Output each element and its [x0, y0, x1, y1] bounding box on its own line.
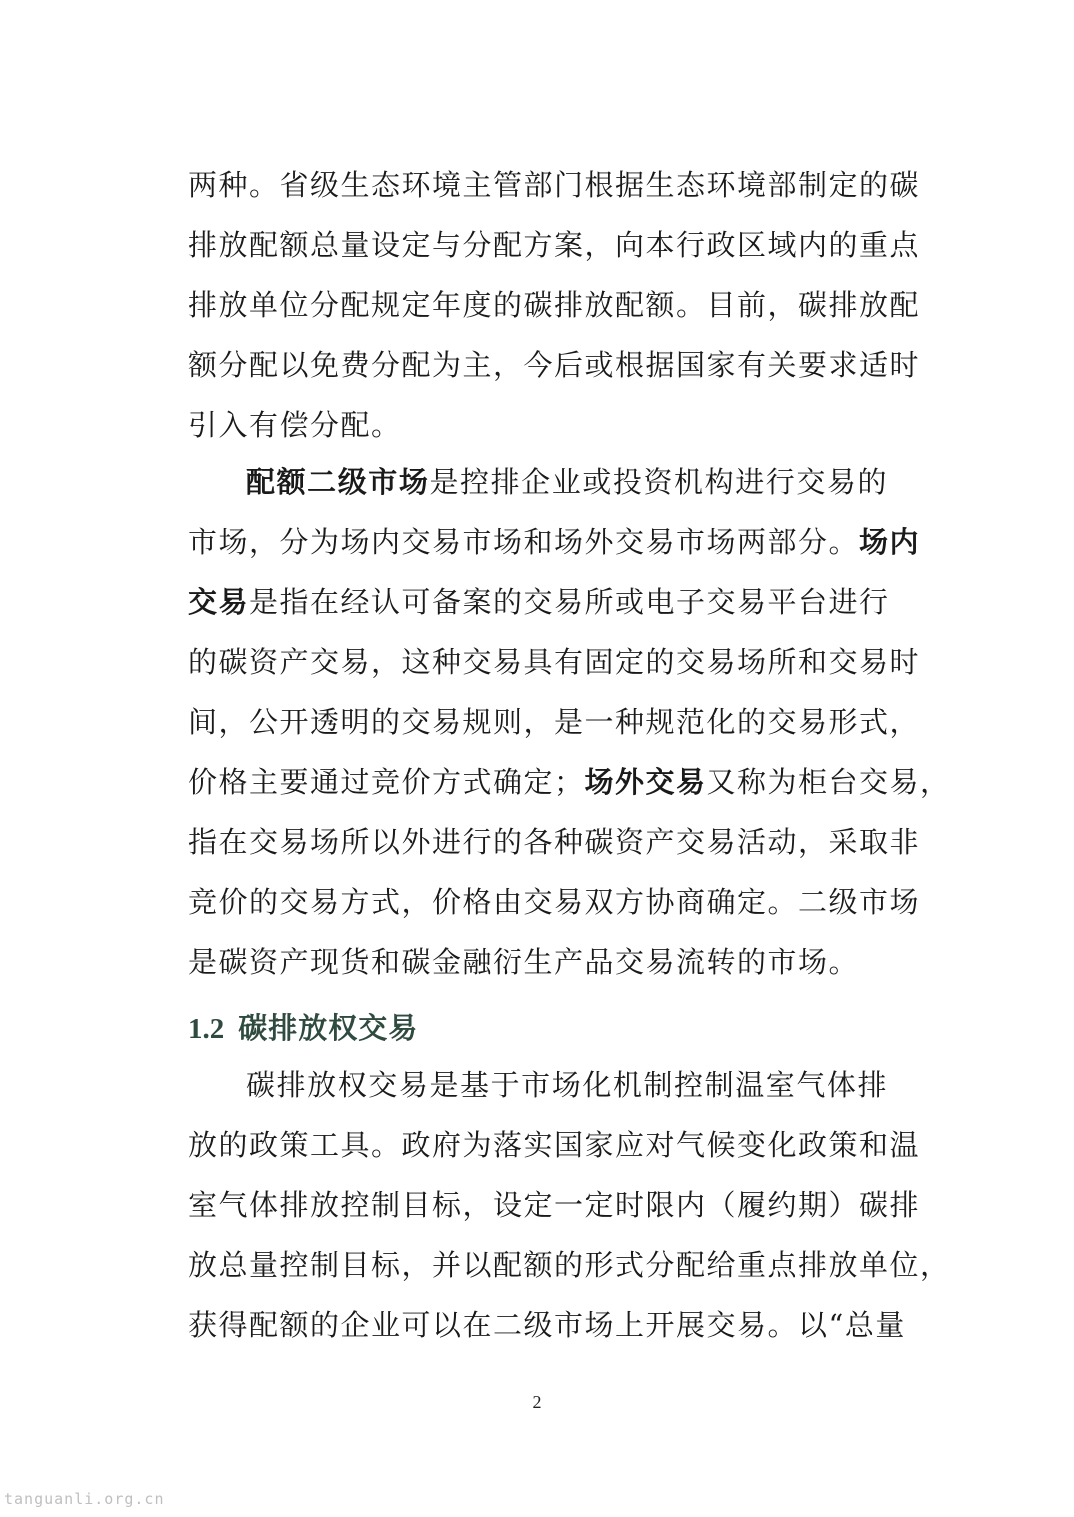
text-line: 间，公开透明的交易规则，是一种规范化的交易形式， [188, 705, 921, 739]
text-line: 排放单位分配规定年度的碳排放配额。目前，碳排放配 [188, 288, 921, 322]
section-title: 碳排放权交易 [238, 1011, 419, 1045]
text-line [188, 752, 951, 812]
line-text: 市场，分为场内交易市场和场外交易市场两部分。 [188, 525, 860, 559]
watermark: tanguanli.org.cn [4, 1490, 165, 1508]
text-line: 碳排放权交易是基于市场化机制控制温室气体排 [246, 1068, 888, 1102]
text-line: 引入有偿分配。 [188, 408, 402, 442]
text-line: 两种。省级生态环境主管部门根据生态环境部制定的碳 [188, 168, 921, 202]
line-text: 是指在经认可备案的交易所或电子交易平台进行 [249, 585, 890, 619]
text-line: 指在交易场所以外进行的各种碳资产交易活动，采取非 [188, 825, 921, 859]
text-line: 获得配额的企业可以在二级市场上开展交易。以“总量 [188, 1308, 906, 1342]
paragraph-carbon-trading [188, 1055, 951, 1355]
line-text: 又称为柜台交易， [706, 765, 951, 799]
bold-term: 场内 [859, 525, 921, 559]
text-line: 放总量控制目标，并以配额的形式分配给重点排放单位， [188, 1248, 951, 1282]
line-text: 是控排企业或投资机构进行交易的 [429, 465, 888, 499]
text-line: 额分配以免费分配为主，今后或根据国家有关要求适时 [188, 348, 921, 382]
text-line: 的碳资产交易，这种交易具有固定的交易场所和交易时 [188, 645, 921, 679]
text-line: 室气体排放控制目标，设定一定时限内（履约期）碳排 [188, 1188, 921, 1222]
text-line [188, 572, 888, 632]
text-line [188, 512, 921, 572]
bold-term: 场外交易 [584, 765, 707, 799]
paragraph-allocation [188, 155, 921, 455]
bold-term: 交易 [188, 585, 250, 619]
section-number: 1.2 [188, 1013, 225, 1045]
text-line: 放的政策工具。政府为落实国家应对气候变化政策和温 [188, 1128, 921, 1162]
text-line: 是碳资产现货和碳金融衍生产品交易流转的市场。 [188, 945, 860, 979]
section-heading [188, 998, 418, 1058]
page-number: 2 [532, 1392, 542, 1412]
text-line: 排放配额总量设定与分配方案，向本行政区域内的重点 [188, 228, 921, 262]
text-line: 竞价的交易方式，价格由交易双方协商确定。二级市场 [188, 885, 921, 919]
paragraph-secondary-market [188, 452, 951, 992]
bold-term: 配额二级市场 [246, 465, 430, 499]
text-line [188, 452, 888, 512]
line-text: 价格主要通过竞价方式确定； [188, 765, 585, 799]
